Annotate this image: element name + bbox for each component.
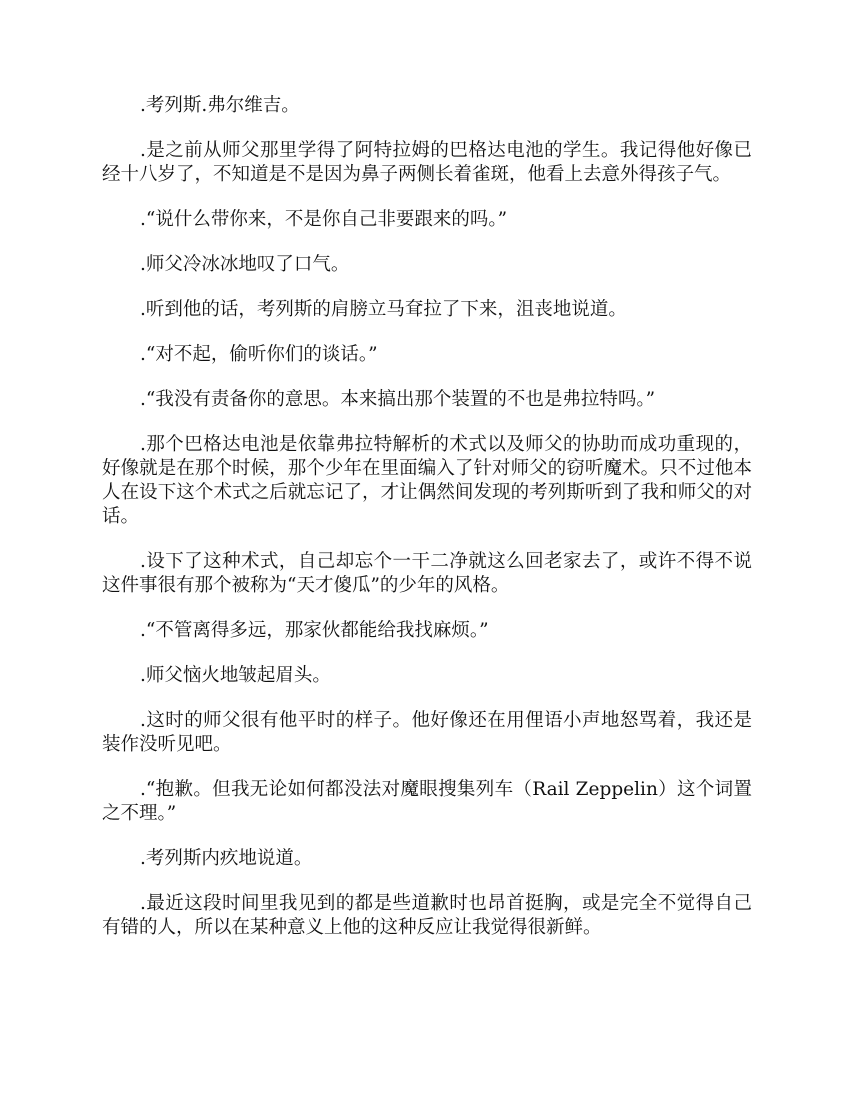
paragraph: .考列斯内疚地说道。: [140, 848, 313, 869]
document-page: [102, 94, 752, 961]
paragraph: .考列斯.弗尔维吉。: [140, 95, 300, 116]
paragraph: .这时的师父很有他平时的样子。他好像还在用俚语小声地怒骂着，我还是装作没听见吧。: [102, 710, 752, 755]
paragraph: .师父冷冰冰地叹了口气。: [140, 254, 350, 275]
paragraph: .听到他的话，考列斯的肩膀立马耷拉了下来，沮丧地说道。: [140, 299, 627, 320]
paragraph: .“对不起，偷听你们的谈话。”: [140, 344, 378, 365]
paragraph: .“说什么带你来，不是你自己非要跟来的吗。”: [140, 209, 508, 230]
paragraph: .那个巴格达电池是依靠弗拉特解析的术式以及师父的协助而成功重现的，好像就是在那个时候，那个少年在里面编入了针对师父的窃听魔术。只不过他本人在设下这个术式之后就忘记了，才让偶然间发现的考列斯听到了我和师父的对话。: [102, 434, 752, 527]
paragraph: .最近这段时间里我见到的都是些道歉时也昂首挺胸，或是完全不觉得自己有错的人，所以在某种意义上他的这种反应让我觉得很新鲜。: [102, 893, 752, 938]
paragraph: .设下了这种术式，自己却忘个一干二净就这么回老家去了，或许不得不说这件事很有那个被称为“天才傻瓜”的少年的风格。: [102, 551, 752, 596]
paragraph: .“不管离得多远，那家伙都能给我找麻烦。”: [140, 620, 489, 641]
paragraph: .“我没有责备你的意思。本来搞出那个装置的不也是弗拉特吗。”: [140, 389, 656, 410]
paragraph: .是之前从师父那里学得了阿特拉姆的巴格达电池的学生。我记得他好像已经十八岁了，不知道是不是因为鼻子两侧长着雀斑，他看上去意外得孩子气。: [102, 140, 752, 185]
paragraph: .师父恼火地皱起眉头。: [140, 665, 331, 686]
paragraph: .“抱歉。但我无论如何都没法对魔眼搜集列车（Rail Zeppelin）这个词置之不理。”: [102, 779, 752, 824]
